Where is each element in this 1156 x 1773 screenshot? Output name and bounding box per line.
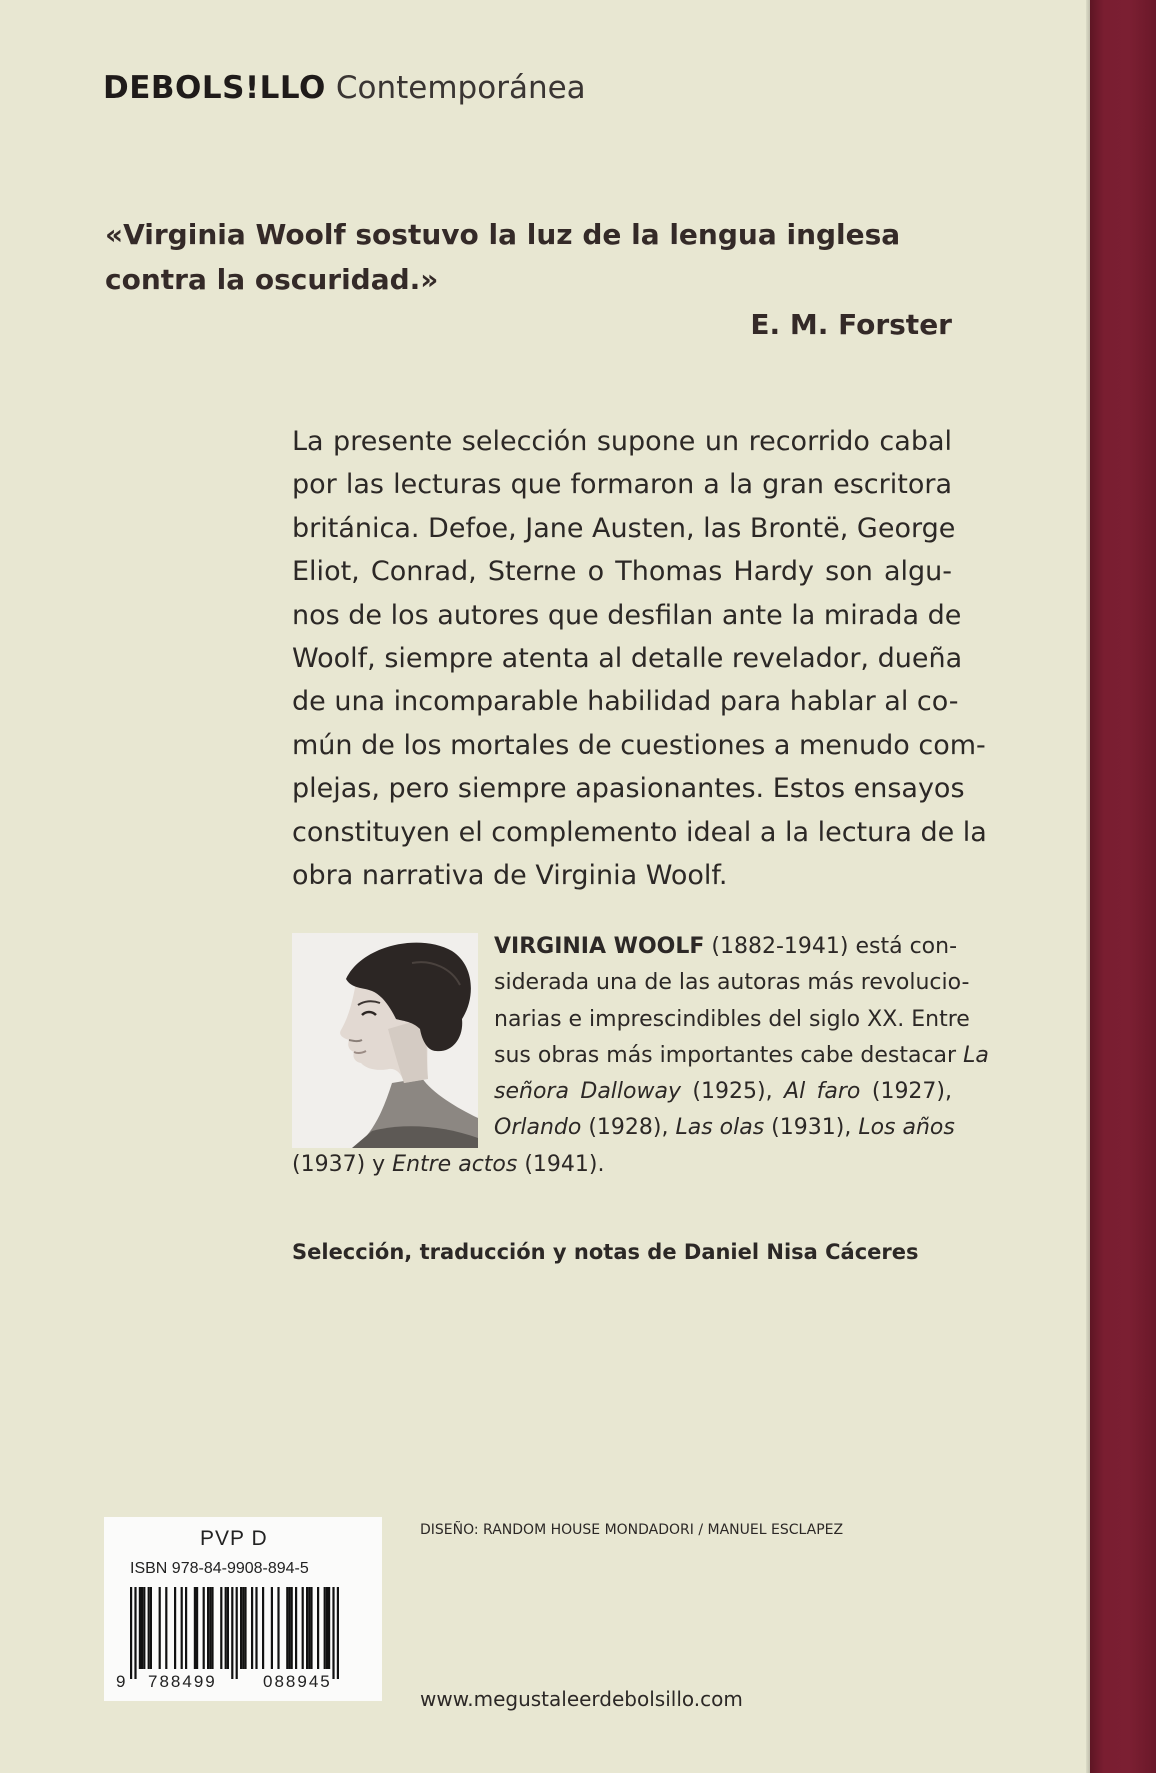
barcode-bar [328,1587,330,1669]
barcode-bar [240,1587,242,1669]
blurb-line: por las lecturas que formaron a la gran escritora [292,469,952,501]
barcode-bars [130,1587,358,1683]
isbn-number: ISBN 978-84-9908-894-5 [130,1560,309,1577]
bio-line: narias e imprescindibles del siglo XX. Entre [494,1006,970,1032]
barcode-bar [181,1587,183,1669]
book-title: Los años [858,1115,955,1141]
author-bio [292,929,989,1183]
blurb-line: de una incomparable habilidad para hablar al co- [292,686,959,718]
barcode-bar [134,1587,136,1679]
barcode-bar [207,1587,209,1669]
blurb-line: constituyen el complemento ideal a la lectura de la [292,816,987,848]
bio-line: sus obras más importantes cabe destacar La [494,1042,989,1068]
spine-edge [1090,0,1156,1773]
barcode-bar [165,1587,167,1669]
barcode-bar [286,1587,288,1669]
blurb-line: plejas, pero siempre apasionantes. Estos ensayos [292,773,965,805]
barcode-bar [209,1587,211,1669]
barcode-bar [255,1587,257,1669]
quote-author: E. M. Forster [750,308,952,341]
publisher-url[interactable]: www.megustaleerdebolsillo.com [420,1687,743,1711]
barcode-block: PVP D ISBN 978-84-9908-894-5 9 788499 088945 [104,1517,382,1701]
book-title: señora Dalloway [494,1079,681,1105]
book-title: Entre actos [392,1151,518,1177]
barcode-bar [332,1587,334,1679]
blurb-line: nos de los autores que desfilan ante la mirada de [292,599,962,631]
barcode-bar [139,1587,141,1669]
book-title: Al faro [784,1079,861,1105]
blurb-line: mún de los mortales de cuestiones a menudo com- [292,729,986,761]
barcode-bar [236,1587,238,1679]
barcode-bar [150,1587,152,1669]
barcode-bar [225,1587,227,1669]
blurb-line: obra narrativa de Virginia Woolf. [292,859,728,891]
barcode-bar [288,1587,290,1669]
book-title: La [963,1042,989,1068]
barcode-bar [185,1587,187,1669]
barcode-bar [277,1587,279,1669]
blurb-line: británica. Defoe, Jane Austen, las Brontë, George [292,512,956,544]
barcode-bar [143,1587,145,1669]
blurb-line: Eliot, Conrad, Sterne o Thomas Hardy son algu- [292,556,952,588]
book-title: Orlando [494,1115,582,1141]
pull-quote: «Virginia Woolf sostuvo la luz de la lengua inglesa contra la oscuridad.» [105,218,901,296]
barcode-bar [262,1587,264,1669]
publisher-brand [103,70,586,106]
barcode-bar [271,1587,273,1669]
barcode-bar [295,1587,297,1669]
translation-credits: Selección, traducción y notas de Daniel Nisa Cáceres [292,1240,919,1264]
barcode-bar [148,1587,150,1669]
barcode-bar [308,1587,310,1669]
bio-line: Orlando (1928), Las olas (1931), Los años [494,1115,955,1141]
barcode-bar [317,1587,319,1669]
description-blurb [292,420,987,897]
barcode-bar [251,1587,253,1669]
barcode-bar [227,1587,229,1669]
spine-shadow [1086,0,1090,1773]
barcode-bar [291,1587,293,1669]
blurb-line: Woolf, siempre atenta al detalle revelador, dueña [292,642,963,674]
barcode-bar [310,1587,312,1669]
barcode-bar [326,1587,328,1669]
barcode-bar [174,1587,176,1669]
design-credit: DISEÑO: RANDOM HOUSE MONDADORI / MANUEL ESCLAPEZ [420,1522,844,1538]
barcode-bar [141,1587,143,1669]
barcode-bar [159,1587,161,1669]
barcode-bar [220,1587,222,1669]
barcode-bar [337,1587,339,1679]
bio-line: siderada una de las autoras más revolucio- [494,970,970,996]
author-name: VIRGINIA WOOLF [494,934,705,959]
barcode-bar [324,1587,326,1669]
barcode-bar [194,1587,196,1669]
barcode-bar [196,1587,198,1669]
price-code: PVP D [200,1527,268,1550]
barcode-bar [244,1587,246,1669]
blurb-line: La presente selección supone un recorrido cabal [292,426,952,457]
barcode-bar [231,1587,233,1679]
bio-line: VIRGINIA WOOLF (1882-1941) está con- [494,934,958,959]
bio-line: (1937) y Entre actos (1941). [292,1151,605,1177]
publisher-logo: DEBOLS!LLO [103,70,326,106]
series-name: Contemporánea [335,70,586,106]
barcode-bar [211,1587,213,1669]
barcode-bar [306,1587,308,1669]
barcode-bar [302,1587,304,1669]
bio-line: señora Dalloway (1925), Al faro (1927), [494,1079,953,1105]
barcode-bar [203,1587,205,1669]
barcode-bar [242,1587,244,1669]
barcode-bar [130,1587,132,1679]
book-title: Las olas [675,1115,765,1141]
